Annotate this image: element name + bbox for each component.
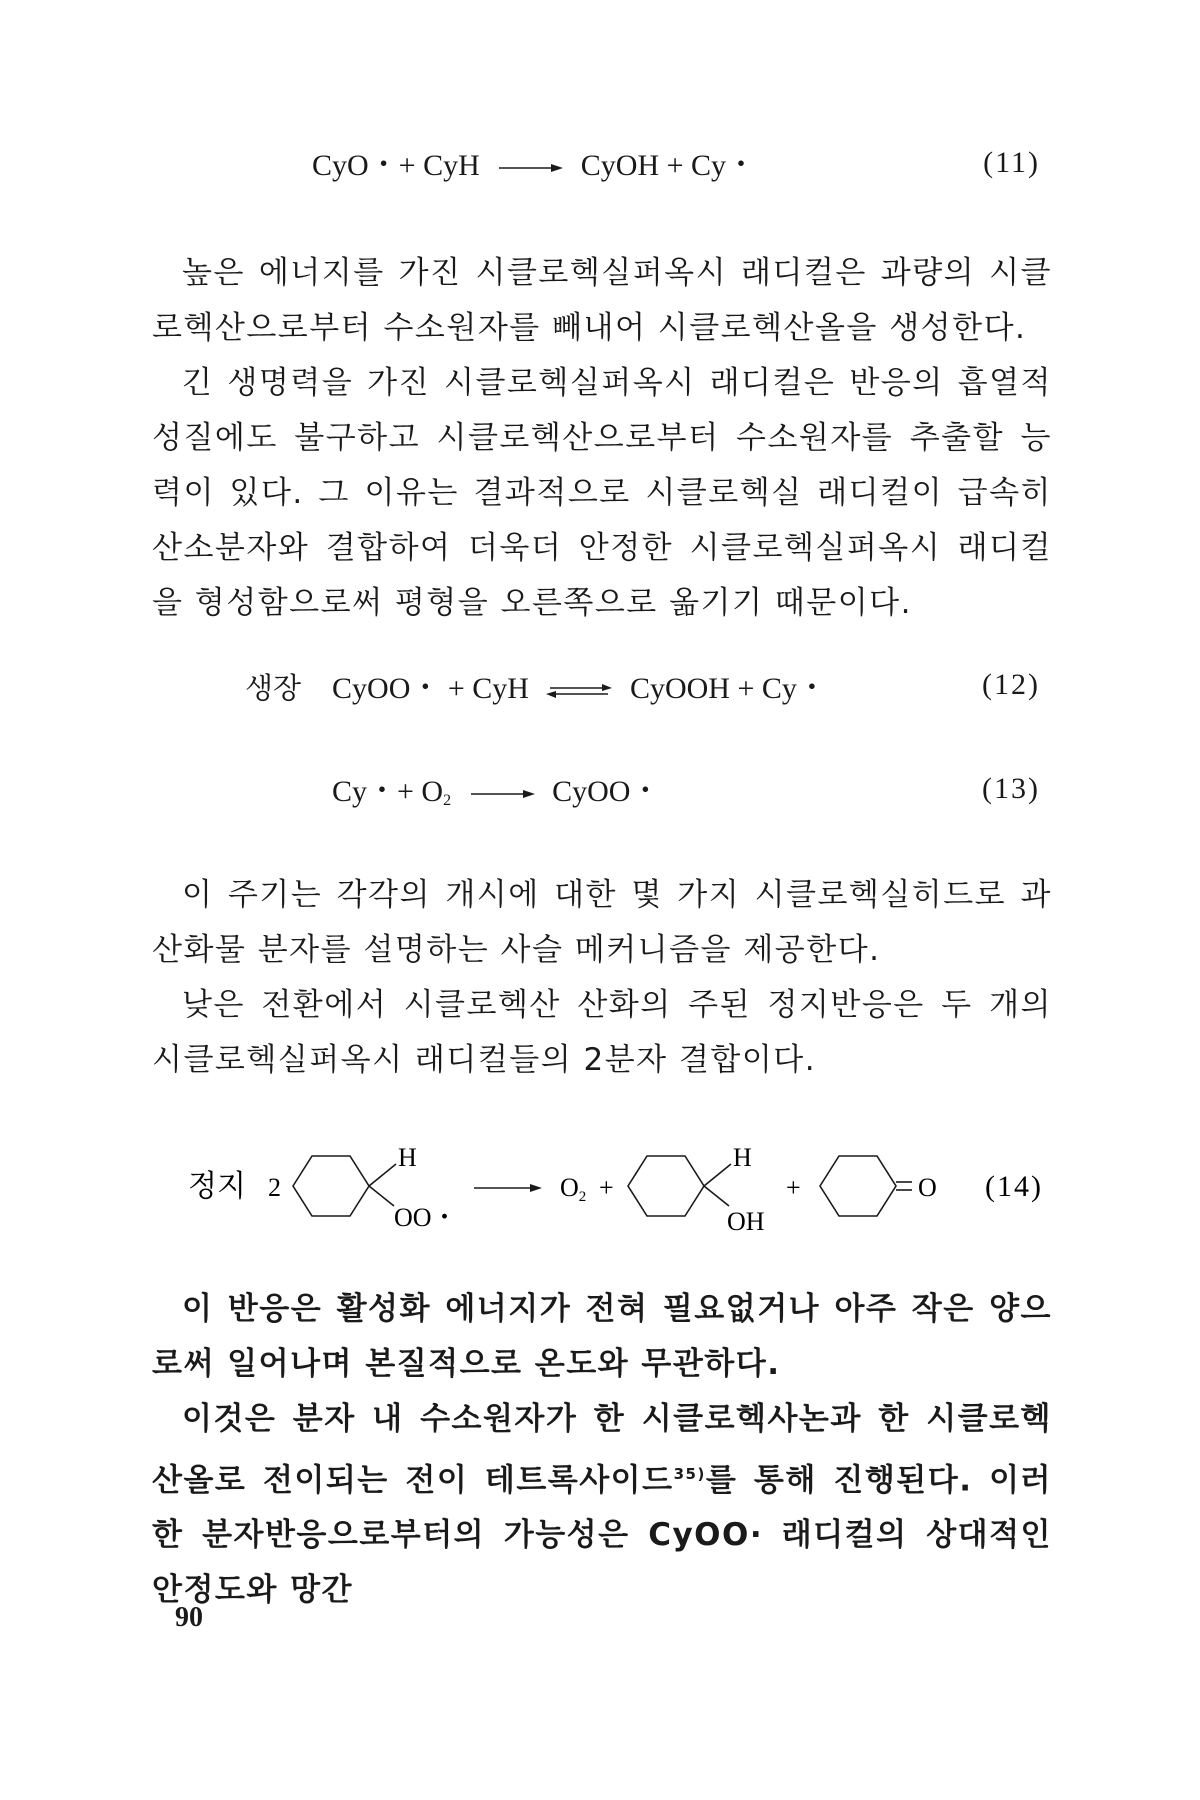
eq14-h-label-1: H [398, 1143, 417, 1172]
eq12-products: CyOOH + Cy・ [629, 672, 827, 705]
eq13-product: CyOO・ [552, 775, 661, 808]
equation-number-14: (14) [985, 1170, 1043, 1203]
reference-35: 35) [673, 1465, 706, 1483]
equation-number-13: (13) [982, 772, 1040, 805]
paragraph-4 [152, 978, 1052, 1088]
paragraph-3-text: 이 주기는 각각의 개시에 대한 몇 가지 시클로헥실히드로 과산화물 분자를 설명하는 사슬 메커니즘을 제공한다. [152, 877, 1052, 968]
paragraph-2 [152, 356, 1052, 631]
eq12-reactants: CyOO・ + CyH [332, 672, 529, 705]
paragraph-6-text-a: 이것은 분자 내 수소원자가 한 시클로헥사논과 한 시클로헥산올로 전이되는 전이 테트록사이드 [152, 1401, 1052, 1499]
eq12-label: 생장 [245, 671, 302, 705]
page-number: 90 [175, 1602, 203, 1633]
paragraph-6-text-b: 를 통해 진행된다. 이러한 분자반응으로부터의 가능성은 CyOO· 래디컬의 상대적인 안정도와 망간 [152, 1462, 1052, 1609]
paragraph-2-text: 긴 생명력을 가진 시클로헥실퍼옥시 래디컬은 반응의 흡열적 성질에도 불구하고 시클로헥산으로부터 수소원자를 추출할 능력이 있다. 그 이유는 결과적으로 시클로헥실 래디컬이 급속히 산소분자와 결합하여 더욱더 안정한 시클로헥실퍼옥시 래디컬을 형성함으로써 평형을 오른쪽으로 옮기기 때문이다. [152, 365, 1052, 621]
eq13-reactant: Cy・+ O [332, 775, 444, 808]
eq14-h-label-2: H [733, 1143, 752, 1172]
eq11-reactants: CyO・+ CyH [312, 149, 480, 182]
eq14-label: 정지 [188, 1169, 246, 1204]
right-arrow-icon [474, 1184, 542, 1192]
paragraph-3 [152, 868, 1052, 978]
eq14-coefficient: 2 [268, 1173, 281, 1202]
paragraph-6 [152, 1392, 1052, 1618]
equation-13 [332, 772, 660, 812]
cyclohexane-ring-2 [628, 1156, 704, 1216]
eq13-o2-subscript: 2 [443, 792, 452, 809]
equation-12 [245, 668, 827, 708]
paragraph-1 [152, 246, 1052, 356]
right-arrow-icon [467, 787, 537, 801]
eq14-ketone-o: O [918, 1173, 937, 1202]
right-arrow-icon [495, 161, 565, 175]
paragraph-5-text: 이 반응은 활성화 에너지가 전혀 필요없거나 아주 작은 양으로써 일어나며 본질적으로 온도와 무관하다. [152, 1291, 1052, 1382]
equation-11 [312, 146, 756, 186]
paragraph-4-text: 낮은 전환에서 시클로헥산 산화의 주된 정지반응은 두 개의 시클로헥실퍼옥시 래디컬들의 2분자 결합이다. [152, 987, 1052, 1078]
cyclohexane-ring-3 [820, 1156, 896, 1216]
eq14-plus-2: + [786, 1173, 801, 1202]
eq14-plus-1: + [599, 1173, 614, 1202]
paragraph-5 [152, 1282, 1052, 1392]
eq14-o2: O2 [560, 1173, 587, 1205]
eq14-oh-label: OH [727, 1207, 765, 1236]
paragraph-1-text: 높은 에너지를 가진 시클로헥실퍼옥시 래디컬은 과량의 시클로헥산으로부터 수소원자를 빼내어 시클로헥산올을 생성한다. [152, 255, 1052, 346]
eq11-products: CyOH + Cy・ [580, 149, 757, 182]
equilibrium-arrow-icon [544, 683, 614, 699]
equation-number-12: (12) [982, 668, 1040, 701]
equation-number-11: (11) [983, 146, 1040, 179]
equation-14-structure [0, 1130, 1200, 1240]
cyclohexane-ring-1 [293, 1156, 369, 1216]
eq14-oo-label: OO・ [394, 1203, 458, 1232]
